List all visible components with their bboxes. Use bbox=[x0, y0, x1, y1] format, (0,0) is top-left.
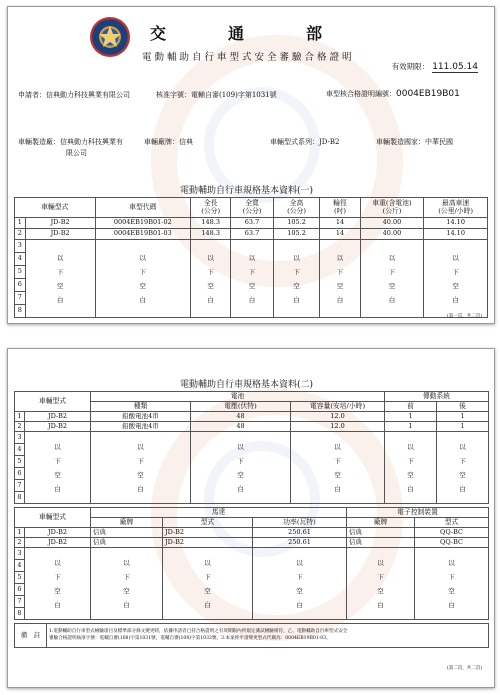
blank-mark: 白 bbox=[377, 600, 384, 609]
blank-mark: 下 bbox=[54, 456, 61, 465]
blank-block-weight bbox=[360, 240, 424, 318]
row-number: 6 bbox=[15, 584, 25, 596]
blank-block bbox=[163, 548, 253, 620]
row-number: 8 bbox=[15, 608, 25, 620]
certificate-subtitle: 電動輔助自行車型式安全審驗合格證明 bbox=[142, 52, 355, 63]
blank-mark: 以 bbox=[293, 253, 300, 262]
applicant-value: 信典動力科技興業有限公司 bbox=[46, 91, 130, 99]
applicant-line bbox=[18, 90, 130, 100]
country-value: 中華民國 bbox=[425, 138, 453, 146]
row-number: 1 bbox=[15, 528, 25, 538]
empty-row bbox=[15, 432, 489, 444]
cell-length: 148.3 bbox=[191, 218, 231, 229]
blank-mark: 白 bbox=[336, 295, 344, 304]
blank-mark: 下 bbox=[336, 267, 344, 276]
header-text: 最高車速 bbox=[442, 198, 470, 207]
blank-mark: 以 bbox=[237, 442, 244, 451]
blank-mark: 白 bbox=[56, 295, 64, 304]
blank-block-wheel bbox=[320, 240, 360, 318]
blank-mark: 空 bbox=[334, 470, 341, 479]
col-header-length bbox=[191, 198, 231, 218]
header-unit: (吋) bbox=[333, 206, 347, 215]
row-number: 3 bbox=[15, 240, 26, 253]
brand-value: 信典 bbox=[179, 138, 193, 146]
header-text: 輪徑 bbox=[333, 198, 347, 207]
blank-block-length bbox=[191, 240, 231, 318]
header-unit: (公分) bbox=[287, 206, 306, 215]
spec-table-1 bbox=[14, 197, 488, 318]
ministry-emblem-icon bbox=[90, 17, 130, 57]
blank-mark: 空 bbox=[336, 281, 344, 290]
table-header-row bbox=[15, 198, 488, 218]
country-label: 車輛製造國家： bbox=[376, 138, 425, 146]
col-header-model: 車輛型式 bbox=[15, 392, 91, 412]
blank-mark: 以 bbox=[56, 253, 64, 262]
col-header-rear: 後 bbox=[437, 402, 489, 412]
blank-mark: 白 bbox=[452, 295, 459, 304]
title-char: 交 bbox=[150, 24, 169, 43]
cell-weight: 40.00 bbox=[360, 218, 424, 229]
row-number: 2 bbox=[15, 422, 25, 432]
blank-mark: 下 bbox=[248, 267, 256, 276]
col-header-model: 車輛型式 bbox=[15, 198, 96, 218]
blank-mark: 白 bbox=[207, 295, 214, 304]
blank-mark: 空 bbox=[296, 586, 303, 595]
cell-battery-type: 鉛酸電池4串 bbox=[91, 422, 191, 432]
col-header-motor: 馬達 bbox=[91, 508, 347, 518]
col-header-voltage: 電壓(伏特) bbox=[191, 402, 291, 412]
cell-controller-type: QQ-BC bbox=[415, 538, 489, 548]
col-header-battery-type: 種類 bbox=[91, 402, 191, 412]
cell-power: 250.61 bbox=[253, 538, 347, 548]
col-header-weight bbox=[360, 198, 424, 218]
blank-mark: 以 bbox=[459, 442, 466, 451]
blank-mark: 以 bbox=[54, 558, 61, 567]
cell-wheel: 14 bbox=[320, 218, 360, 229]
blank-mark: 以 bbox=[377, 558, 384, 567]
blank-mark: 白 bbox=[139, 295, 147, 304]
blank-block bbox=[385, 432, 437, 504]
blank-mark: 下 bbox=[293, 267, 300, 276]
blank-block bbox=[91, 432, 191, 504]
cell-height: 105.2 bbox=[273, 229, 320, 240]
blank-mark: 以 bbox=[139, 253, 147, 262]
blank-mark: 白 bbox=[54, 600, 61, 609]
brand-line bbox=[144, 137, 193, 147]
col-header-model: 車輛型式 bbox=[15, 508, 91, 528]
blank-mark: 空 bbox=[56, 281, 64, 290]
maker-line bbox=[18, 137, 123, 147]
blank-mark: 下 bbox=[388, 267, 396, 276]
blank-mark: 下 bbox=[137, 456, 144, 465]
header-text: 全長 bbox=[203, 198, 218, 207]
cell-speed: 14.10 bbox=[424, 218, 488, 229]
blank-mark: 白 bbox=[407, 484, 414, 493]
cell-front: 1 bbox=[385, 412, 437, 422]
col-header-transmission: 傳動系統 bbox=[385, 392, 489, 402]
cell-model: JD-B2 bbox=[25, 528, 91, 538]
col-header-front: 前 bbox=[385, 402, 437, 412]
blank-mark: 下 bbox=[448, 572, 455, 581]
blank-mark: 空 bbox=[388, 281, 396, 290]
notes-table bbox=[14, 623, 489, 648]
title-char: 通 bbox=[228, 24, 247, 43]
spec-table-2-battery bbox=[14, 391, 489, 504]
cell-motor-type: JD-B2 bbox=[163, 538, 253, 548]
col-header-height bbox=[273, 198, 320, 218]
certificate-page-1 bbox=[7, 6, 495, 324]
cell-width: 63.7 bbox=[231, 218, 273, 229]
blank-mark: 空 bbox=[377, 586, 384, 595]
cell-model: JD-B2 bbox=[25, 218, 95, 229]
blank-block bbox=[291, 432, 385, 504]
blank-mark: 以 bbox=[296, 558, 303, 567]
title-char: 部 bbox=[306, 24, 325, 43]
row-number: 3 bbox=[15, 548, 25, 560]
cell-motor-type: JD-B2 bbox=[163, 528, 253, 538]
blank-block bbox=[253, 548, 347, 620]
header-text: 全寬 bbox=[245, 198, 259, 207]
blank-mark: 白 bbox=[388, 295, 396, 304]
blank-mark: 白 bbox=[296, 600, 303, 609]
blank-mark: 白 bbox=[293, 295, 300, 304]
notes-content bbox=[47, 624, 489, 648]
blank-block bbox=[25, 548, 91, 620]
table-row bbox=[15, 538, 489, 548]
col-header-battery: 電池 bbox=[91, 392, 385, 402]
blank-block bbox=[415, 548, 489, 620]
blank-mark: 空 bbox=[293, 281, 300, 290]
approval-number-value: 電輔自審(109)字第1031號 bbox=[191, 91, 277, 99]
cell-voltage: 48 bbox=[191, 422, 291, 432]
cell-wheel: 14 bbox=[320, 229, 360, 240]
header-unit: (公分) bbox=[201, 206, 221, 215]
blank-block-speed bbox=[424, 240, 488, 318]
col-header-motor-type: 型式 bbox=[163, 518, 253, 528]
cell-capacity: 12.0 bbox=[291, 422, 385, 432]
blank-mark: 空 bbox=[448, 586, 455, 595]
notes-row bbox=[15, 624, 489, 648]
cell-weight: 40.00 bbox=[360, 229, 424, 240]
blank-mark: 空 bbox=[452, 281, 459, 290]
cell-code: 0004EB19B01-03 bbox=[95, 229, 190, 240]
table-header-row bbox=[15, 392, 489, 402]
blank-mark: 空 bbox=[137, 470, 144, 479]
blank-mark: 下 bbox=[123, 572, 130, 581]
blank-block-height bbox=[273, 240, 320, 318]
blank-mark: 以 bbox=[123, 558, 130, 567]
cell-capacity: 12.0 bbox=[291, 412, 385, 422]
col-header-wheel bbox=[320, 198, 360, 218]
blank-mark: 以 bbox=[207, 253, 214, 262]
blank-block bbox=[437, 432, 489, 504]
blank-mark: 下 bbox=[377, 572, 384, 581]
table-row bbox=[15, 218, 488, 229]
blank-mark: 白 bbox=[54, 484, 61, 493]
series-line bbox=[270, 137, 340, 147]
blank-mark: 下 bbox=[204, 572, 211, 581]
table-row bbox=[15, 422, 489, 432]
blank-block bbox=[191, 432, 291, 504]
cell-motor-brand: 信典 bbox=[91, 538, 163, 548]
cell-controller-brand: 信典 bbox=[347, 538, 415, 548]
col-header-capacity: 電容量(安培/小時) bbox=[291, 402, 385, 412]
blank-block bbox=[347, 548, 415, 620]
blank-mark: 空 bbox=[54, 470, 61, 479]
cell-height: 105.2 bbox=[273, 218, 320, 229]
maker-value: 信典動力科技興業有 bbox=[60, 138, 123, 146]
row-number: 5 bbox=[15, 572, 25, 584]
row-number: 4 bbox=[15, 253, 26, 266]
blank-mark: 下 bbox=[296, 572, 303, 581]
blank-mark: 白 bbox=[448, 600, 455, 609]
blank-mark: 下 bbox=[207, 267, 214, 276]
validity-label: 有效期限： bbox=[391, 62, 430, 71]
blank-mark: 白 bbox=[204, 600, 211, 609]
cell-controller-type: QQ-BC bbox=[415, 528, 489, 538]
blank-mark: 以 bbox=[54, 442, 61, 451]
cell-code: 0004EB19B01-02 bbox=[95, 218, 190, 229]
header-text: 車重(含電池) bbox=[372, 198, 412, 207]
cell-motor-brand: 信典 bbox=[91, 528, 163, 538]
row-number: 7 bbox=[15, 480, 25, 492]
blank-mark: 空 bbox=[123, 586, 130, 595]
header-text: 全高 bbox=[289, 198, 304, 207]
blank-mark: 以 bbox=[204, 558, 211, 567]
spec-table-2-motor bbox=[14, 507, 489, 620]
cell-voltage: 48 bbox=[191, 412, 291, 422]
blank-mark: 白 bbox=[123, 600, 130, 609]
blank-mark: 白 bbox=[237, 484, 244, 493]
table-header-row bbox=[15, 508, 489, 518]
cell-battery-type: 鉛酸電池4串 bbox=[91, 412, 191, 422]
row-number: 6 bbox=[15, 468, 25, 480]
col-header-speed bbox=[424, 198, 488, 218]
row-number: 7 bbox=[15, 292, 26, 305]
row-number: 7 bbox=[15, 596, 25, 608]
blank-block-code bbox=[95, 240, 190, 318]
blank-mark: 下 bbox=[452, 267, 459, 276]
cell-power: 250.61 bbox=[253, 528, 347, 538]
series-label: 車輛型式系列： bbox=[270, 138, 319, 146]
row-number: 6 bbox=[15, 279, 26, 292]
empty-row bbox=[15, 548, 489, 560]
row-number: 2 bbox=[15, 538, 25, 548]
col-header-motor-brand: 廠牌 bbox=[91, 518, 163, 528]
blank-mark: 空 bbox=[54, 586, 61, 595]
spec-table-2-title: 電動輔助自行車規格基本資料(二) bbox=[180, 377, 313, 392]
cell-front: 1 bbox=[385, 422, 437, 432]
table-row bbox=[15, 528, 489, 538]
validity-value: 111.05.14 bbox=[432, 62, 478, 72]
cell-speed: 14.10 bbox=[424, 229, 488, 240]
col-header-controller-brand: 廠牌 bbox=[347, 518, 415, 528]
page-number: (第二頁，共二頁) bbox=[446, 666, 482, 671]
blank-block-width bbox=[231, 240, 273, 318]
blank-mark: 以 bbox=[336, 253, 344, 262]
cell-width: 63.7 bbox=[231, 229, 273, 240]
page-number: (第一頁，共二頁) bbox=[446, 314, 482, 319]
col-header-code: 車型代碼 bbox=[95, 198, 190, 218]
blank-mark: 下 bbox=[237, 456, 244, 465]
blank-mark: 白 bbox=[248, 295, 256, 304]
blank-mark: 下 bbox=[54, 572, 61, 581]
blank-mark: 下 bbox=[56, 267, 64, 276]
cell-rear: 1 bbox=[437, 422, 489, 432]
blank-mark: 以 bbox=[388, 253, 396, 262]
note-line: 1.電動輔助自行車型式檢驗項目及標準部分條文變更時，依據申請者已持合格證明之有效期限內所規定測試檢驗相符，乙、電動輔助自行車型式安全 bbox=[49, 628, 348, 634]
blank-mark: 下 bbox=[334, 456, 341, 465]
applicant-label: 申請者： bbox=[18, 91, 46, 99]
table-row bbox=[15, 229, 488, 240]
cell-length: 148.3 bbox=[191, 229, 231, 240]
maker-line-2: 限公司 bbox=[66, 149, 87, 157]
blank-mark: 空 bbox=[459, 470, 466, 479]
blank-block bbox=[91, 548, 163, 620]
row-number: 4 bbox=[15, 444, 25, 456]
blank-mark: 以 bbox=[334, 442, 341, 451]
cell-model: JD-B2 bbox=[25, 538, 91, 548]
blank-mark: 以 bbox=[448, 558, 455, 567]
blank-block-model bbox=[25, 240, 95, 318]
approval-number-line bbox=[156, 90, 277, 100]
blank-mark: 白 bbox=[459, 484, 466, 493]
row-number: 1 bbox=[15, 218, 26, 229]
cert-number-value: 0004EB19B01 bbox=[396, 89, 460, 99]
blank-mark: 空 bbox=[407, 470, 414, 479]
certificate-page-2 bbox=[7, 348, 495, 688]
row-number: 5 bbox=[15, 456, 25, 468]
blank-mark: 白 bbox=[334, 484, 341, 493]
spec-table-1-title: 電動輔助自行車規格基本資料(一) bbox=[180, 183, 313, 198]
validity-period bbox=[392, 61, 478, 72]
maker-label: 車輛製造廠： bbox=[18, 138, 60, 146]
blank-mark: 空 bbox=[207, 281, 214, 290]
cell-model: JD-B2 bbox=[25, 412, 91, 422]
blank-mark: 以 bbox=[452, 253, 459, 262]
blank-block bbox=[25, 432, 91, 504]
blank-mark: 以 bbox=[248, 253, 256, 262]
notes-label: 備 註 bbox=[15, 624, 47, 648]
cell-model: JD-B2 bbox=[25, 229, 95, 240]
approval-number-label: 核准字號： bbox=[156, 91, 191, 99]
col-header-controller-type: 型式 bbox=[415, 518, 489, 528]
blank-mark: 下 bbox=[407, 456, 414, 465]
cell-rear: 1 bbox=[437, 412, 489, 422]
country-line bbox=[376, 137, 453, 147]
blank-mark: 空 bbox=[248, 281, 256, 290]
blank-mark: 以 bbox=[407, 442, 414, 451]
row-number: 2 bbox=[15, 229, 26, 240]
cell-controller-brand: 信典 bbox=[347, 528, 415, 538]
col-header-power: 功率(瓦特) bbox=[253, 518, 347, 528]
header-unit: (公里/小時) bbox=[438, 206, 474, 215]
row-number: 1 bbox=[15, 412, 25, 422]
table-row bbox=[15, 412, 489, 422]
header-unit: (公分) bbox=[242, 206, 262, 215]
row-number: 4 bbox=[15, 560, 25, 572]
cell-model: JD-B2 bbox=[25, 422, 91, 432]
col-header-width bbox=[231, 198, 273, 218]
series-value: JD-B2 bbox=[319, 138, 340, 146]
brand-label: 車輛廠牌： bbox=[144, 138, 179, 146]
blank-mark: 下 bbox=[459, 456, 466, 465]
blank-mark: 空 bbox=[204, 586, 211, 595]
row-number: 3 bbox=[15, 432, 25, 444]
cert-number-label: 車型核合格證明編號： bbox=[326, 90, 396, 98]
col-header-controller: 電子控制裝置 bbox=[347, 508, 489, 518]
row-number: 5 bbox=[15, 266, 26, 279]
empty-row bbox=[15, 240, 488, 253]
row-number: 8 bbox=[15, 305, 26, 318]
blank-mark: 下 bbox=[139, 267, 147, 276]
blank-mark: 空 bbox=[139, 281, 147, 290]
cert-number-line bbox=[326, 89, 460, 99]
note-line: 審驗合格證明核准字號：電輔自審(108)字第1031號，電輔自審(108)字第1032號，3.本案經申請變更型式代碼為：0004EB19B01-03。 bbox=[49, 635, 331, 641]
blank-mark: 以 bbox=[137, 442, 144, 451]
header-unit: (公斤) bbox=[382, 206, 402, 215]
blank-mark: 空 bbox=[237, 470, 244, 479]
row-number: 8 bbox=[15, 492, 25, 504]
blank-mark: 白 bbox=[137, 484, 144, 493]
